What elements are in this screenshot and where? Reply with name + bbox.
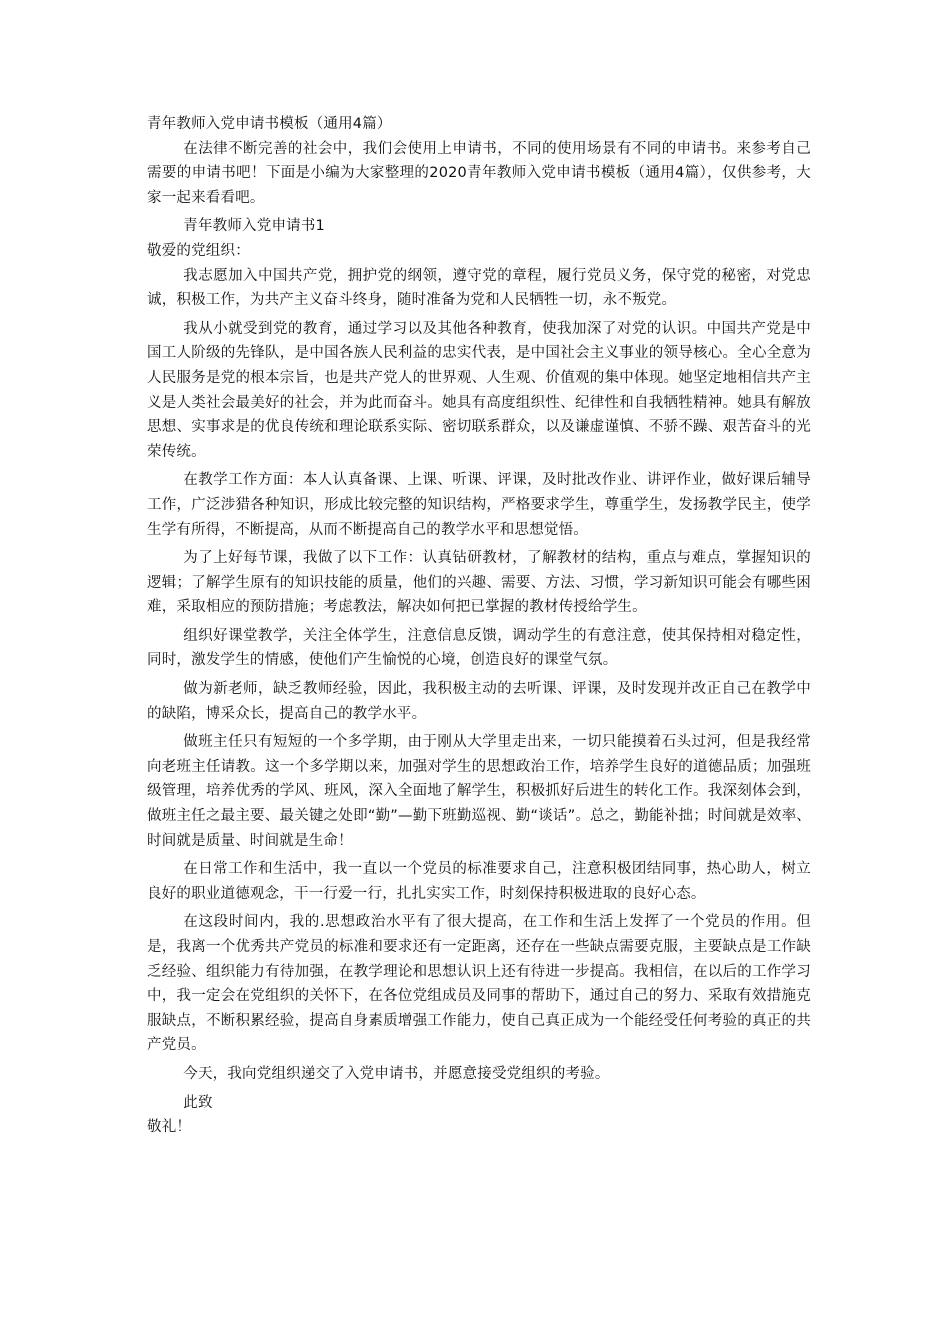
body-paragraph: 我志愿加入中国共产党，拥护党的纲领，遵守党的章程，履行党员义务，保守党的秘密，对党忠诚，积极工作，为共产主义奋斗终身，随时准备为党和人民牺牲一切，永不叛党。	[147, 267, 811, 309]
intro-paragraph: 在法律不断完善的社会中，我们会使用上申请书，不同的使用场景有不同的申请书。来参考自己需要的申请书吧！下面是小编为大家整理的2020青年教师入党申请书模板（通用4篇），仅供参考，大家一起来看看吧。	[147, 140, 811, 206]
closing-salutation: 此致	[183, 1094, 213, 1111]
closing-regards: 敬礼！	[147, 1119, 192, 1136]
body-paragraph: 今天，我向党组织递交了入党申请书，并愿意接受党组织的考验。	[183, 1065, 610, 1082]
body-paragraph: 做班主任只有短短的一个多学期，由于刚从大学里走出来，一切只能摸着石头过河，但是我经常向老班主任请教。这一个多学期以来，加强对学生的思想政治工作，培养学生良好的道德品质；加强班级管理，培养优秀的学风、班风，深入全面地了解学生，积极抓好后进生的转化工作。我深刻体会到，做班主任之最主要、最关键之处即“勤”—勤下班勤巡视、勤“谈话”。总之，勤能补拙；时间就是效率、时间就是质量、时间就是生命！	[147, 734, 811, 849]
body-paragraph: 做为新老师，缺乏教师经验，因此，我积极主动的去听课、评课，及时发现并改正自己在教学中的缺陷，博采众长，提高自己的教学水平。	[147, 681, 811, 722]
document-page	[147, 112, 811, 1140]
body-paragraph: 组织好课堂教学，关注全体学生，注意信息反馈，调动学生的有意注意，使其保持相对稳定性，同时，激发学生的情感，使他们产生愉悦的心境，创造良好的课堂气氛。	[147, 627, 811, 669]
body-paragraph: 在教学工作方面：本人认真备课、上课、听课、评课，及时批改作业、讲评作业，做好课后辅导工作，广泛涉猎各种知识，形成比较完整的知识结构，严格要求学生，尊重学生，发扬教学民主，使学生学有所得，不断提高，从而不断提高自己的教学水平和思想觉悟。	[147, 472, 811, 538]
document-title: 青年教师入党申请书模板（通用4篇）	[147, 116, 392, 132]
body-paragraph: 为了上好每节课，我做了以下工作：认真钻研教材，了解教材的结构，重点与难点，掌握知识的逻辑；了解学生原有的知识技能的质量，他们的兴趣、需要、方法、习惯，学习新知识可能会有哪些困难，采取相应的预防措施；考虑教法，解决如何把已掌握的教材传授给学生。	[147, 550, 811, 616]
body-paragraph: 在这段时间内，我的.思想政治水平有了很大提高，在工作和生活上发挥了一个党员的作用。但是，我离一个优秀共产党员的标准和要求还有一定距离，还存在一些缺点需要克服，主要缺点是工作缺乏经验、组织能力有待加强，在教学理论和思想认识上还有待进一步提高。我相信，在以后的工作学习中，我一定会在党组织的关怀下，在各位党组成员及同事的帮助下，通过自己的努力、采取有效措施克服缺点，不断积累经验，提高自身素质增强工作能力，使自己真正成为一个能经受任何考验的真正的共产党员。	[147, 914, 811, 1054]
salutation: 敬爱的党组织：	[147, 242, 250, 259]
body-paragraph: 我从小就受到党的教育，通过学习以及其他各种教育，使我加深了对党的认识。中国共产党是中国工人阶级的先锋队，是中国各族人民利益的忠实代表，是中国社会主义事业的领导核心。全心全意为人民服务是党的根本宗旨，也是共产党人的世界观、人生观、价值观的集中体现。她坚定地相信共产主义是人类社会最美好的社会，并为此而奋斗。她具有高度组织性、纪律性和自我牺牲精神。她具有解放思想、实事求是的优良传统和理论联系实际、密切联系群众，以及谦虚谨慎、不骄不躁、艰苦奋斗的光荣传统。	[147, 320, 811, 460]
body-paragraph: 在日常工作和生活中，我一直以一个党员的标准要求自己，注意积极团结同事，热心助人，树立良好的职业道德观念，干一行爱一行，扎扎实实工作，时刻保持积极进取的良好心态。	[147, 861, 811, 902]
section-heading: 青年教师入党申请书1	[183, 218, 325, 235]
